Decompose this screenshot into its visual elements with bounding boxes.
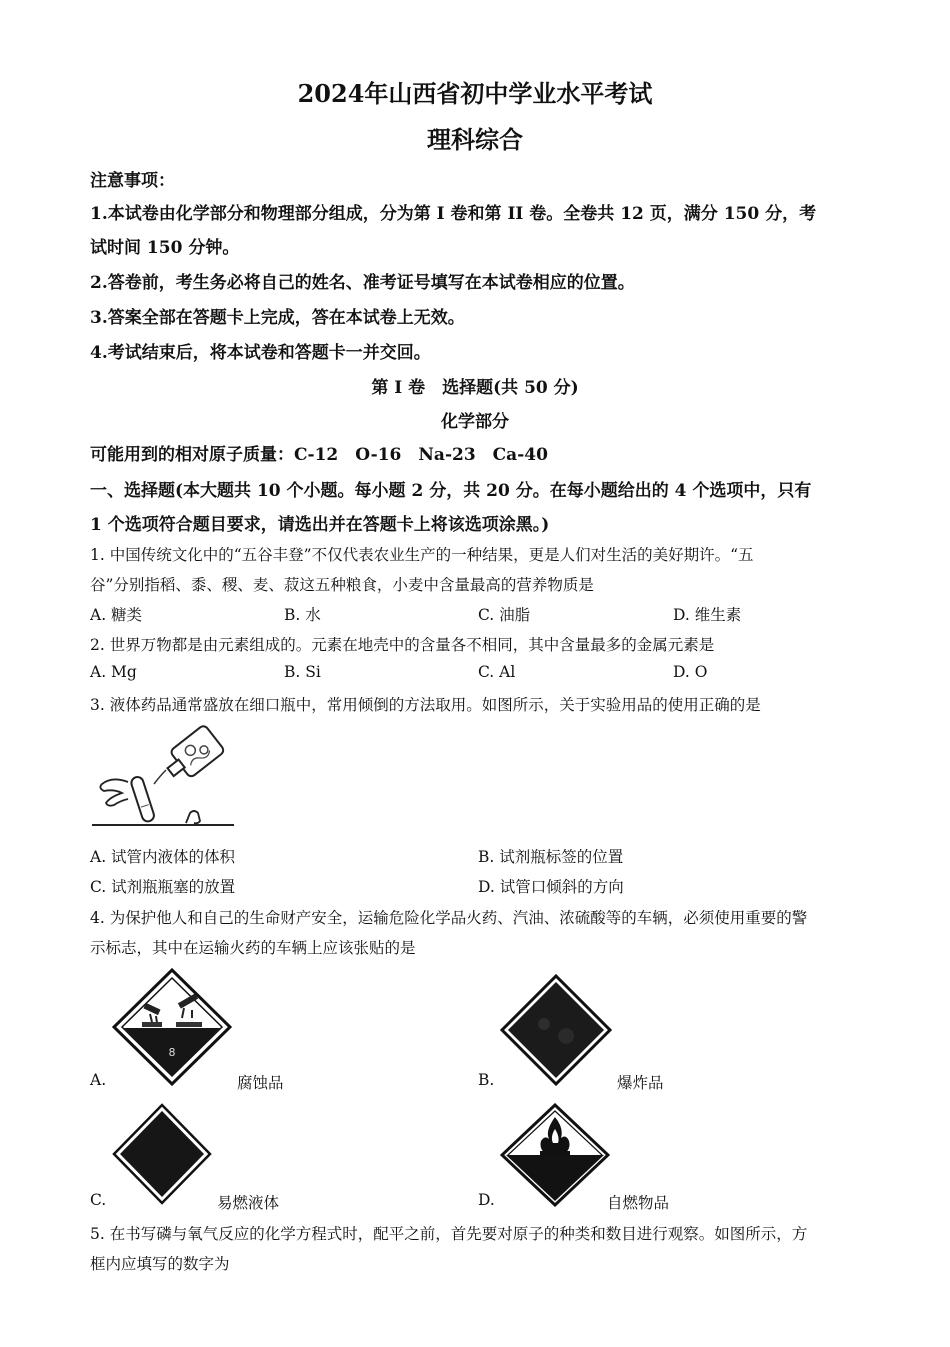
q2-line-1: 2. 世界万物都是由元素组成的。元素在地壳中的含量各不相同，其中含量最多的金属元素是 bbox=[90, 636, 715, 654]
q3-option-b: B. 试剂瓶标签的位置 bbox=[478, 848, 624, 866]
exam-title: 2024年山西省初中学业水平考试 bbox=[297, 79, 653, 108]
q3-option-d: D. 试管口倾斜的方向 bbox=[478, 878, 624, 896]
q2-option-a: A. Mg bbox=[90, 663, 137, 681]
q3-option-a: A. 试管内液体的体积 bbox=[90, 848, 236, 866]
q1-option-a: A. 糖类 bbox=[90, 606, 143, 624]
q4-option-b-letter: B. bbox=[478, 1071, 495, 1089]
q4-option-d-label: 自燃物品 bbox=[607, 1194, 670, 1212]
q4-line-2: 示标志，其中在运输火药的车辆上应该张贴的是 bbox=[90, 939, 416, 957]
corrosive-sign-icon bbox=[112, 968, 232, 1086]
q5-line-2: 框内应填写的数字为 bbox=[90, 1255, 230, 1273]
q1-option-b: B. 水 bbox=[284, 606, 321, 624]
q5-line-1: 5. 在书写磷与氧气反应的化学方程式时，配平之前，首先要对原子的种类和数目进行观察。如图所示，方 bbox=[90, 1225, 808, 1243]
atomic-mass-line: 可能用到的相对原子质量：C-12 O-16 Na-23 Ca-40 bbox=[90, 445, 548, 465]
q2-option-c: C. Al bbox=[478, 663, 516, 681]
instructions-line-1: 一、选择题(本大题共 10 个小题。每小题 2 分，共 20 分。在每小题给出的 4 个选项中，只有 bbox=[90, 481, 812, 501]
q1-line-1: 1. 中国传统文化中的“五谷丰登”不仅代表农业生产的一种结果，更是人们对生活的美好期许。“五 bbox=[90, 546, 754, 564]
spontaneous-combustion-sign-icon bbox=[500, 1103, 610, 1207]
q1-option-d: D. 维生素 bbox=[673, 606, 742, 624]
q4-line-1: 4. 为保护他人和自己的生命财产安全，运输危险化学品火药、汽油、浓硫酸等的车辆，必须使用重要的警 bbox=[90, 909, 808, 927]
flammable-liquid-sign-icon bbox=[112, 1103, 212, 1205]
part-heading: 化学部分 bbox=[441, 412, 509, 432]
notes-heading: 注意事项： bbox=[90, 171, 175, 191]
pouring-liquid-figure bbox=[88, 722, 248, 832]
note-item-2: 2.答卷前，考生务必将自己的姓名、准考证号填写在本试卷相应的位置。 bbox=[90, 273, 635, 293]
q4-option-a-letter: A. bbox=[90, 1071, 107, 1089]
q3-line-1: 3. 液体药品通常盛放在细口瓶中，常用倾倒的方法取用。如图所示，关于实验用品的使用正确的是 bbox=[90, 696, 761, 714]
q1-line-2: 谷”分别指稻、黍、稷、麦、菽这五种粮食，小麦中含量最高的营养物质是 bbox=[90, 576, 594, 594]
note-item-3: 3.答案全部在答题卡上完成，答在本试卷上无效。 bbox=[90, 308, 465, 328]
q4-option-a-label: 腐蚀品 bbox=[237, 1074, 284, 1092]
q1-option-c: C. 油脂 bbox=[478, 606, 531, 624]
explosive-sign-icon bbox=[500, 974, 612, 1086]
exam-subtitle: 理科综合 bbox=[427, 125, 523, 154]
q4-option-c-label: 易燃液体 bbox=[217, 1194, 280, 1212]
q4-option-c-letter: C. bbox=[90, 1191, 107, 1209]
note-item-4: 4.考试结束后，将本试卷和答题卡一并交回。 bbox=[90, 343, 431, 363]
q4-option-d-letter: D. bbox=[478, 1191, 495, 1209]
note-item-1-line-2: 试时间 150 分钟。 bbox=[90, 238, 240, 258]
instructions-line-2: 1 个选项符合题目要求，请选出并在答题卡上将该选项涂黑。) bbox=[90, 515, 550, 535]
corrosive-sign-number: 8 bbox=[168, 1046, 176, 1059]
q2-option-b: B. Si bbox=[284, 663, 321, 681]
q3-option-c: C. 试剂瓶瓶塞的放置 bbox=[90, 878, 236, 896]
note-item-1-line-1: 1.本试卷由化学部分和物理部分组成，分为第 I 卷和第 II 卷。全卷共 12 页，满分 150 分，考 bbox=[90, 204, 817, 224]
q2-option-d: D. O bbox=[673, 663, 708, 681]
volume-heading: 第 I 卷 选择题(共 50 分) bbox=[371, 378, 579, 398]
q4-option-b-label: 爆炸品 bbox=[617, 1074, 664, 1092]
